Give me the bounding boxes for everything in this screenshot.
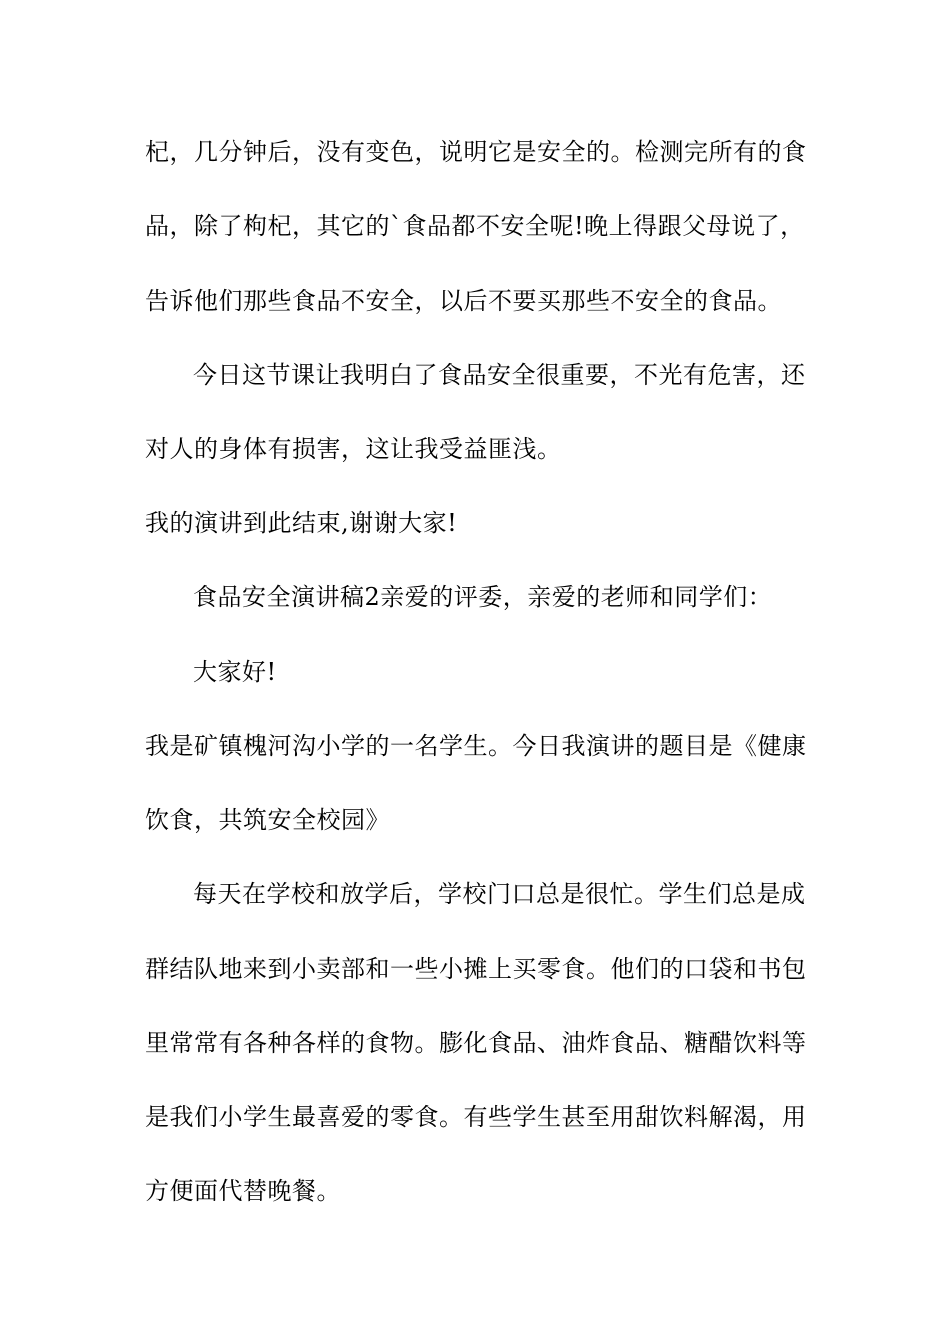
closing-line: 我的演讲到此结束,谢谢大家!: [145, 509, 458, 537]
text-line: 群结队地来到小卖部和一些小摊上买零食。他们的口袋和书包: [145, 955, 807, 983]
paragraph-start-line: 每天在学校和放学后，学校门口总是很忙。学生们总是成: [193, 880, 806, 908]
speech-title-line: 食品安全演讲稿2亲爱的评委，亲爱的老师和同学们：: [193, 583, 773, 611]
paragraph-start-line: 今日这节课让我明白了食品安全很重要，不光有危害，还: [193, 361, 806, 389]
text-line: 饮食，共筑安全校园》: [145, 806, 390, 834]
text-line: 杞，几分钟后，没有变色，说明它是安全的。检测完所有的食: [145, 138, 807, 166]
text-line: 方便面代替晚餐。: [145, 1177, 341, 1205]
greeting-line: 大家好!: [193, 658, 277, 686]
text-line: 对人的身体有损害，这让我受益匪浅。: [145, 435, 562, 463]
text-line: 是我们小学生最喜爱的零食。有些学生甚至用甜饮料解渴，用: [145, 1103, 807, 1131]
text-line: 我是矿镇槐河沟小学的一名学生。今日我演讲的题目是《健康: [145, 732, 807, 760]
text-line: 告诉他们那些食品不安全，以后不要买那些不安全的食品。: [145, 287, 782, 315]
text-line: 里常常有各种各样的食物。膨化食品、油炸食品、糖醋饮料等: [145, 1029, 807, 1057]
text-line: 品，除了枸杞，其它的`食品都不安全呢!晚上得跟父母说了，: [145, 212, 805, 240]
